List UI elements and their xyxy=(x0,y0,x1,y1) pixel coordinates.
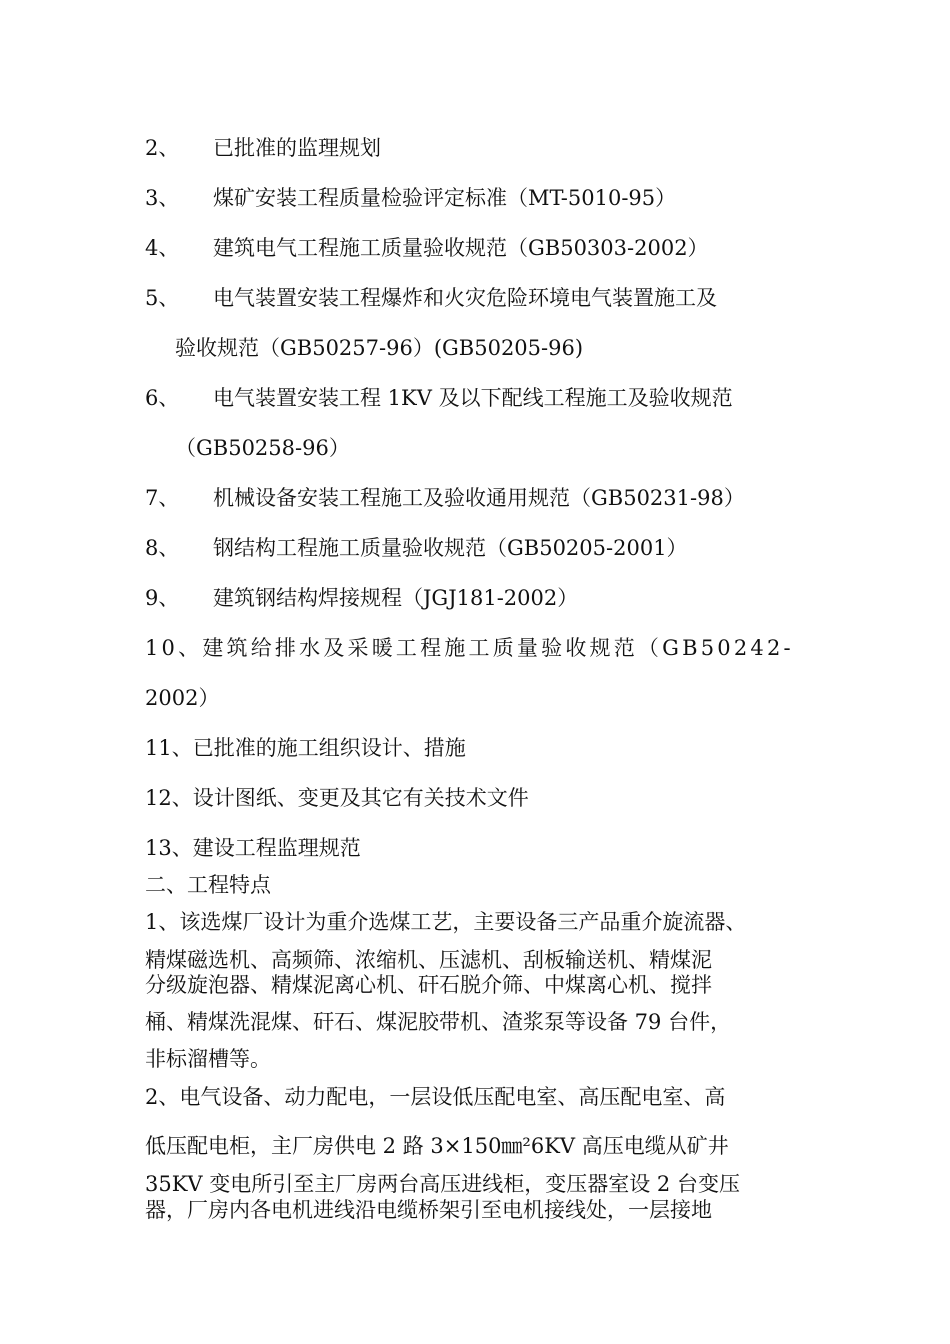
item-text: 钢结构工程施工质量验收规范（GB50205-2001） xyxy=(213,536,688,560)
reference-item-7 xyxy=(145,486,745,510)
section-heading: 二、工程特点 xyxy=(145,873,271,897)
reference-item-8 xyxy=(145,536,688,560)
item-number: 6、 xyxy=(145,386,180,410)
para2-line-3: 35KV 变电所引至主厂房两台高压进线柜，变压器室设 2 台变压 xyxy=(145,1172,740,1196)
item-number: 5、 xyxy=(145,286,180,310)
reference-item-13: 13、建设工程监理规范 xyxy=(145,836,361,860)
item-number: 3、 xyxy=(145,186,180,210)
para2-line-1: 2、电气设备、动力配电，一层设低压配电室、高压配电室、高 xyxy=(145,1085,726,1109)
para2-line-2: 低压配电柜，主厂房供电 2 路 3×150㎜²6KV 高压电缆从矿井 xyxy=(145,1134,729,1158)
item-number: 9、 xyxy=(145,586,180,610)
reference-item-4 xyxy=(145,236,709,260)
reference-item-12: 12、设计图纸、变更及其它有关技术文件 xyxy=(145,786,529,810)
item-text: 电气装置安装工程爆炸和火灾危险环境电气装置施工及 xyxy=(213,286,717,310)
reference-item-6-continuation: （GB50258-96） xyxy=(175,436,350,460)
reference-item-10: 10、建筑给排水及采暖工程施工质量验收规范（GB50242- xyxy=(145,636,794,660)
reference-item-6 xyxy=(145,386,733,410)
item-number: 4、 xyxy=(145,236,180,260)
item-text: 机械设备安装工程施工及验收通用规范（GB50231-98） xyxy=(213,486,745,510)
para2-line-4: 器，厂房内各电机进线沿电缆桥架引至电机接线处，一层接地 xyxy=(145,1198,712,1222)
para1-line-3: 分级旋泡器、精煤泥离心机、矸石脱介筛、中煤离心机、搅拌 xyxy=(145,973,712,997)
item-text: 煤矿安装工程质量检验评定标准（MT-5010-95） xyxy=(213,186,677,210)
item-text: 电气装置安装工程 1KV 及以下配线工程施工及验收规范 xyxy=(213,386,733,410)
reference-item-3 xyxy=(145,186,676,210)
reference-item-9 xyxy=(145,586,578,610)
reference-item-11: 11、已批准的施工组织设计、措施 xyxy=(145,736,466,760)
item-text: 建筑电气工程施工质量验收规范（GB50303-2002） xyxy=(213,236,709,260)
reference-item-5-continuation: 验收规范（GB50257-96）(GB50205-96) xyxy=(175,336,584,360)
para1-line-4: 桶、精煤洗混煤、矸石、煤泥胶带机、渣浆泵等设备 79 台件， xyxy=(145,1010,732,1034)
item-number: 8、 xyxy=(145,536,180,560)
reference-item-5 xyxy=(145,286,717,310)
item-number: 7、 xyxy=(145,486,180,510)
item-number: 2、 xyxy=(145,136,180,160)
para1-line-2: 精煤磁选机、高频筛、浓缩机、压滤机、刮板输送机、精煤泥 xyxy=(145,948,712,972)
item-text: 建筑钢结构焊接规程（JGJ181-2002） xyxy=(213,586,579,610)
item-text: 已批准的监理规划 xyxy=(213,136,381,160)
para1-line-1: 1、该选煤厂设计为重介选煤工艺，主要设备三产品重介旋流器、 xyxy=(145,910,747,934)
para1-line-5: 非标溜槽等。 xyxy=(145,1047,271,1071)
reference-item-10-continuation: 2002） xyxy=(145,686,220,710)
reference-item-2 xyxy=(145,136,381,160)
